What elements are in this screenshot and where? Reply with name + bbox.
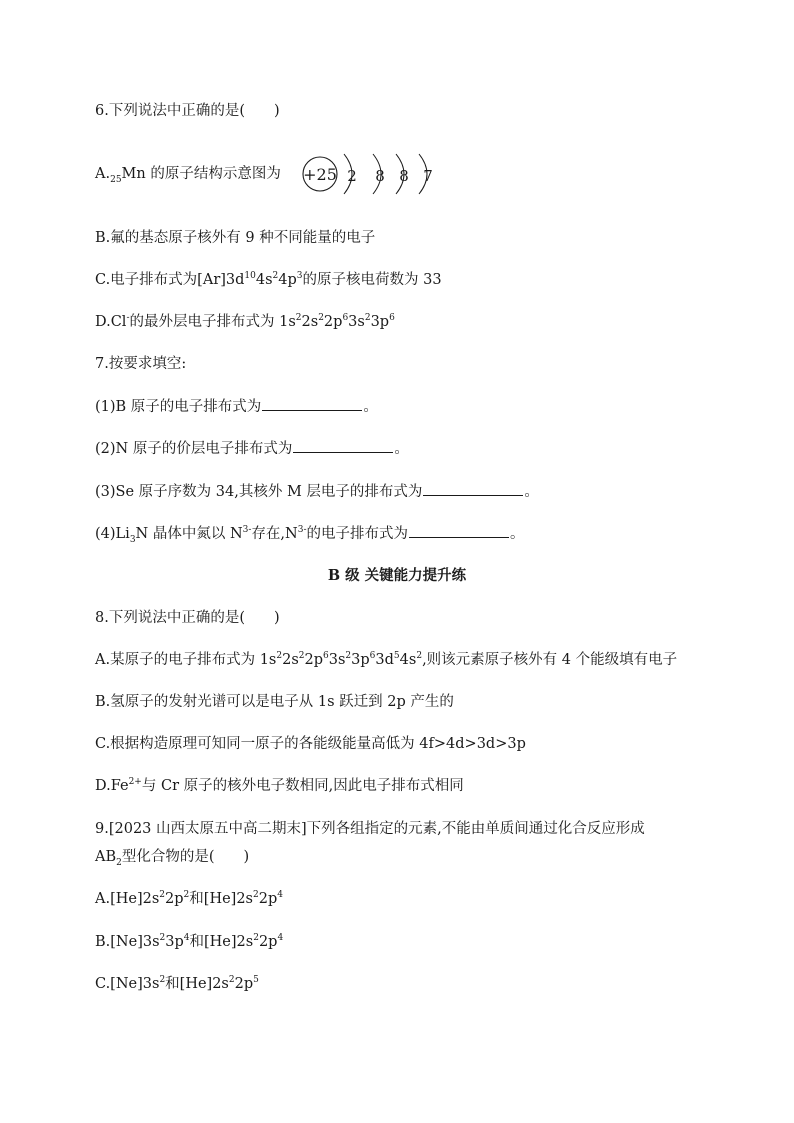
shell-electrons-2: 8 [375,167,385,185]
question-6-option-d: D.Cl-的最外层电子排布式为 $1s^22s^22p^63s^23p^6$ [95,313,395,330]
question-8-option-d: $D.Fe^{2+}$与 Cr 原子的核外电子数相同,因此电子排布式相同 [95,777,464,794]
question-6-option-a: $A._{25}Mn$ 的原子结构示意图为 [95,166,281,185]
question-9-option-b: $B.[Ne]3s^23p^4$和$[He]2s^22p^4$ [95,933,284,950]
question-9-stem-line-1: 9.[2023 山西太原五中高二期末]下列各组指定的元素,不能由单质间通过化合反应形成 [95,821,645,837]
question-8-option-c: C.根据构造原理可知同一原子的各能级能量高低为 4f>4d>3d>3p [95,736,526,752]
question-6-option-c: C.电子排布式为$[Ar]3d^{10}4s^24p^3$的原子核电荷数为 33 [95,271,442,288]
answer-blank[interactable] [423,481,523,496]
question-7-item-1: (1)B 原子的电子排布式为 。 [95,396,378,417]
question-7-item-2: (2)N 原子的价层电子排布式为 。 [95,438,409,459]
question-9-stem-line-2: $AB_2$型化合物的是( ) [95,849,250,868]
answer-blank[interactable] [262,396,362,411]
atomic-structure-diagram [298,152,440,198]
question-7-stem: 7.按要求填空: [95,356,187,372]
shell-electrons-4: 7 [423,167,433,185]
answer-blank[interactable] [293,438,393,453]
question-7-item-3: (3)Se 原子序数为 34,其核外 M 层电子的排布式为 。 [95,481,539,502]
question-9-option-a: $A.[He]2s^22p^2$和$[He]2s^22p^4$ [95,890,283,907]
question-9-option-c: $C.[Ne]3s^2$和$[He]2s^22p^5$ [95,975,259,992]
question-7-item-4: $(4)Li_3N$ 晶体中氮以 $N^{3-}$存在$,N^{3-}$的电子排布式为 。 [95,523,525,544]
shell-electrons-3: 8 [399,167,409,185]
question-8-option-b: B.氢原子的发射光谱可以是电子从 1s 跃迁到 2p 产生的 [95,694,454,710]
question-8-stem: 8.下列说法中正确的是( ) [95,610,280,626]
nucleus-charge: +25 [303,165,337,184]
question-8-option-a: A.某原子的电子排布式为 $1s^22s^22p^63s^23p^63d^54s^2$,则该元素原子核外有 4 个能级填有电子 [95,651,678,668]
question-6-stem: 6.下列说法中正确的是( ) [95,103,280,119]
answer-blank[interactable] [409,523,509,538]
shell-electrons-1: 2 [347,167,357,185]
question-6-option-b: B.氟的基态原子核外有 9 种不同能量的电子 [95,230,376,246]
section-heading: B 级 关键能力提升练 [327,567,467,584]
